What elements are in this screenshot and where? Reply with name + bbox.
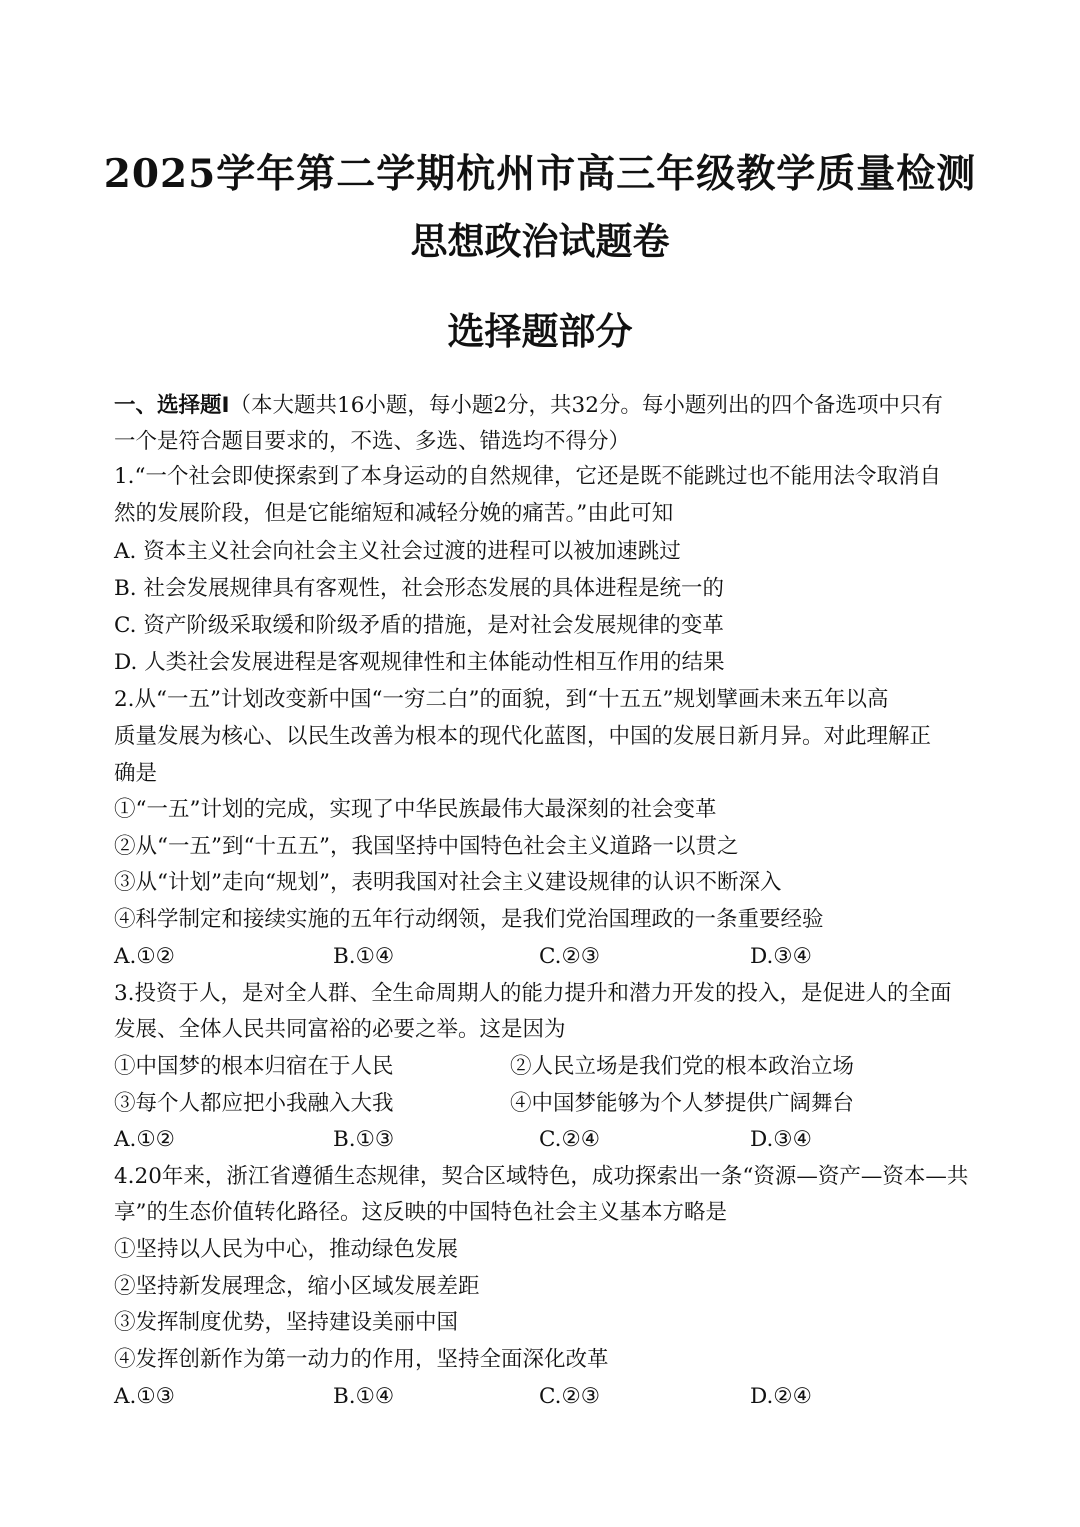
exam-title: 2025学年第二学期杭州市高三年级教学质量检测	[103, 151, 977, 197]
q3-item-3: ③每个人都应把小我融入大我	[114, 1091, 394, 1116]
q3-answer-b: B.①③	[333, 1127, 395, 1152]
q3-answer-d: D.③④	[750, 1127, 812, 1152]
q1-stem-line-2: 然的发展阶段，但是它能缩短和减轻分娩的痛苦。”由此可知	[114, 501, 674, 526]
q1-option-d: D. 人类社会发展进程是客观规律性和主体能动性相互作用的结果	[114, 650, 725, 675]
subject-title: 思想政治试题卷	[410, 220, 670, 263]
q4-answer-c: C.②③	[539, 1384, 601, 1409]
q2-answer-b: B.①④	[333, 944, 395, 969]
q3-answer-a: A.①②	[114, 1127, 175, 1152]
section-label: 一、选择题Ⅰ	[114, 393, 230, 418]
q4-stem-line-1: 4.20年来，浙江省遵循生态规律，契合区域特色，成功探索出一条“资源—资产—资本—共	[114, 1164, 969, 1189]
section-intro-text: （本大题共16小题，每小题2分，共32分。每小题列出的四个备选项中只有	[229, 393, 943, 418]
q2-item-3: ③从“计划”走向“规划”，表明我国对社会主义建设规律的认识不断深入	[114, 870, 782, 895]
q2-stem-line-1: 2.从“一五”计划改变新中国“一穷二白”的面貌，到“十五五”规划擘画未来五年以高	[114, 687, 889, 712]
q4-answer-b: B.①④	[333, 1384, 395, 1409]
q2-stem-line-3: 确是	[114, 761, 158, 786]
q4-item-3: ③发挥制度优势，坚持建设美丽中国	[114, 1310, 459, 1335]
q3-stem-line-1: 3.投资于人，是对全人群、全生命周期人的能力提升和潜力开发的投入，是促进人的全面	[114, 981, 952, 1006]
q3-answer-c: C.②④	[539, 1127, 601, 1152]
q3-item-4: ④中国梦能够为个人梦提供广阔舞台	[510, 1091, 855, 1116]
q1-option-a: A. 资本主义社会向社会主义社会过渡的进程可以被加速跳过	[114, 539, 681, 564]
q1-option-c: C. 资产阶级采取缓和阶级矛盾的措施，是对社会发展规律的变革	[114, 613, 724, 638]
q3-item-1: ①中国梦的根本归宿在于人民	[114, 1054, 394, 1079]
q4-stem-line-2: 享”的生态价值转化路径。这反映的中国特色社会主义基本方略是	[114, 1200, 727, 1225]
q4-item-2: ②坚持新发展理念，缩小区域发展差距	[114, 1274, 480, 1299]
q4-answer-d: D.②④	[750, 1384, 812, 1409]
q2-answer-a: A.①②	[114, 944, 175, 969]
part-title: 选择题部分	[447, 310, 633, 353]
q2-item-2: ②从“一五”到“十五五”，我国坚持中国特色社会主义道路一以贯之	[114, 834, 739, 859]
q3-item-2: ②人民立场是我们党的根本政治立场	[510, 1054, 855, 1079]
section-intro-line-2: 一个是符合题目要求的，不选、多选、错选均不得分）	[114, 429, 631, 454]
section-intro-line-1	[114, 391, 943, 421]
q4-answer-a: A.①③	[114, 1384, 175, 1409]
q2-item-1: ①“一五”计划的完成，实现了中华民族最伟大最深刻的社会变革	[114, 797, 717, 822]
q2-answer-c: C.②③	[539, 944, 601, 969]
q2-stem-line-2: 质量发展为核心、以民生改善为根本的现代化蓝图，中国的发展日新月异。对此理解正	[114, 724, 932, 749]
q4-item-4: ④发挥创新作为第一动力的作用，坚持全面深化改革	[114, 1347, 609, 1372]
q1-option-b: B. 社会发展规律具有客观性，社会形态发展的具体进程是统一的	[114, 576, 724, 601]
q2-item-4: ④科学制定和接续实施的五年行动纲领，是我们党治国理政的一条重要经验	[114, 907, 824, 932]
q3-stem-line-2: 发展、全体人民共同富裕的必要之举。这是因为	[114, 1017, 566, 1042]
q1-stem-line-1: 1.“一个社会即使探索到了本身运动的自然规律，它还是既不能跳过也不能用法令取消自	[114, 464, 942, 489]
q4-item-1: ①坚持以人民为中心，推动绿色发展	[114, 1237, 459, 1262]
q2-answer-d: D.③④	[750, 944, 812, 969]
